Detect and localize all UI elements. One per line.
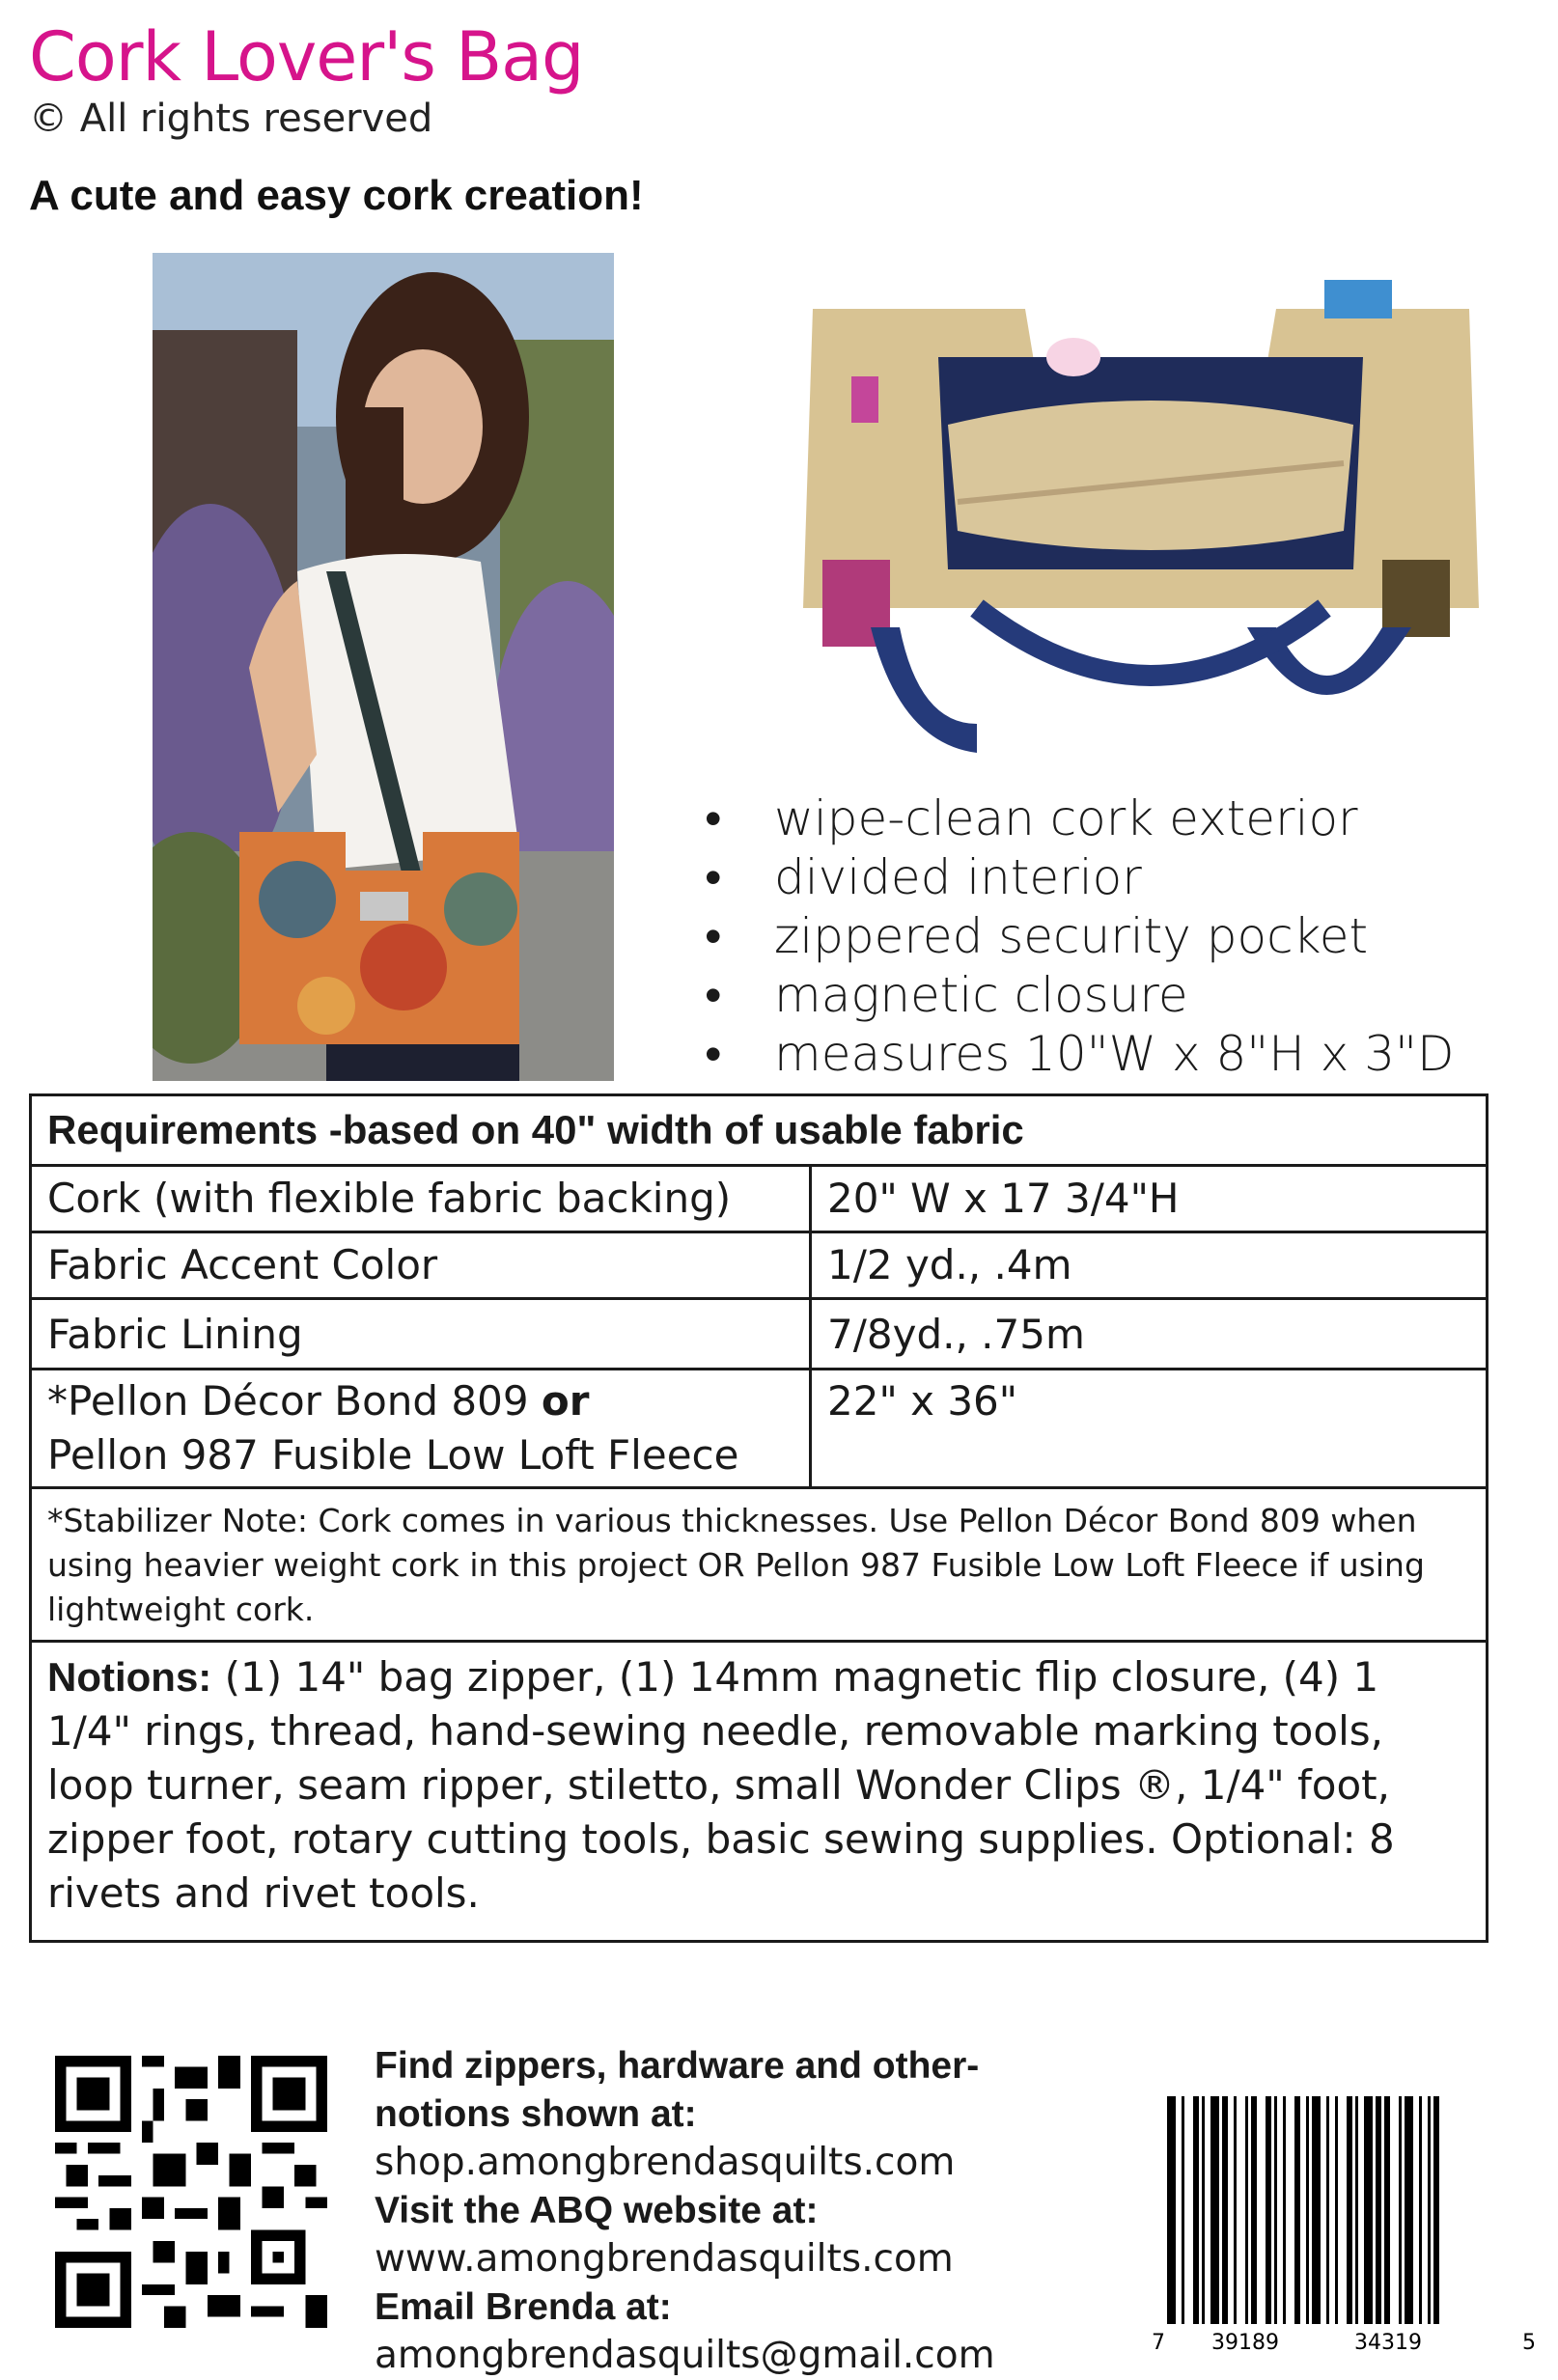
email-label: Email Brenda at: bbox=[375, 2286, 672, 2328]
barcode-bar bbox=[1274, 2096, 1277, 2338]
qr-code bbox=[55, 2056, 327, 2328]
table-row bbox=[32, 1164, 1486, 1231]
list-item: • zippered security pocket bbox=[705, 908, 1369, 964]
barcode-bar bbox=[1210, 2096, 1219, 2338]
model-photo bbox=[153, 253, 614, 1081]
contact-info bbox=[375, 2042, 1070, 2380]
barcode-bar bbox=[1347, 2096, 1352, 2338]
notions-text: (1) 14" bag zipper, (1) 14mm magnetic flip closure, (4) 1 1/4" rings, thread, hand-sewing needle, removable marking tools, loop turner, seam ripper, stiletto, small Wonder Clips ®, 1/4" foot, zipper foot, rotary cutting tools, basic sewing supplies. Optional: 8 rivets and rivet tools. bbox=[47, 1653, 1395, 1917]
barcode-bar bbox=[1399, 2096, 1402, 2338]
bullet-icon: • bbox=[705, 849, 722, 905]
barcode-bar bbox=[1222, 2096, 1228, 2338]
barcode-bar bbox=[1433, 2096, 1439, 2338]
barcode-bar bbox=[1283, 2096, 1286, 2338]
requirements-heading: Requirements -based on 40" width of usable fabric bbox=[47, 1107, 1024, 1152]
barcode-group-1: 39189 bbox=[1211, 2331, 1279, 2355]
barcode-bar bbox=[1355, 2096, 1358, 2338]
shop-link[interactable]: shop.amongbrendasquilts.com bbox=[375, 2141, 956, 2184]
barcode-bar bbox=[1193, 2096, 1199, 2338]
barcode-bar bbox=[1167, 2096, 1176, 2338]
barcode-bar bbox=[1405, 2096, 1413, 2338]
bullet-icon: • bbox=[705, 967, 722, 1023]
list-item: • wipe-clean cork exterior bbox=[705, 790, 1358, 846]
barcode-group-2: 34319 bbox=[1354, 2331, 1422, 2355]
bag-interior-photo bbox=[784, 241, 1494, 774]
bullet-icon: • bbox=[705, 908, 722, 964]
barcode-bar bbox=[1335, 2096, 1338, 2338]
table-row bbox=[32, 1231, 1486, 1297]
barcode-bar bbox=[1312, 2096, 1321, 2338]
requirement-item: Fabric Accent Color bbox=[32, 1233, 812, 1297]
barcode-bar bbox=[1202, 2096, 1205, 2338]
notions-paragraph bbox=[32, 1643, 1486, 1940]
table-row bbox=[32, 1486, 1486, 1640]
barcode-bar bbox=[1294, 2096, 1300, 2338]
requirement-item: Fabric Lining bbox=[32, 1300, 812, 1368]
barcode-check-digit: 5 bbox=[1522, 2331, 1536, 2355]
barcode-bar bbox=[1182, 2096, 1184, 2338]
visit-label: Visit the ABQ website at: bbox=[375, 2190, 819, 2231]
list-item: • measures 10"W x 8"H x 3"D bbox=[705, 1026, 1455, 1082]
stabilizer-note: *Stabilizer Note: Cork comes in various thicknesses. Use Pellon Décor Bond 809 when using heavier weight cork in this project OR Pellon 987 Fusible Low Loft Fleece if using lightweight cork. bbox=[47, 1502, 1425, 1628]
bullet-icon: • bbox=[705, 1026, 722, 1082]
barcode-bar bbox=[1245, 2096, 1248, 2338]
barcode-bar bbox=[1306, 2096, 1309, 2338]
barcode-lead-digit: 7 bbox=[1152, 2331, 1165, 2355]
feature-list bbox=[705, 789, 1455, 1084]
barcode-bar bbox=[1419, 2096, 1422, 2338]
requirement-amount: 1/2 yd., .4m bbox=[827, 1241, 1072, 1288]
requirement-item: Cork (with flexible fabric backing) bbox=[32, 1167, 812, 1231]
email-link[interactable]: amongbrendasquilts@gmail.com bbox=[375, 2334, 995, 2377]
requirement-amount: 20" W x 17 3/4"H bbox=[827, 1175, 1180, 1222]
barcode-bar bbox=[1234, 2096, 1237, 2338]
barcode-bar bbox=[1428, 2096, 1431, 2338]
bullet-icon: • bbox=[705, 790, 722, 846]
barcode-bar bbox=[1266, 2096, 1271, 2338]
requirement-amount: 7/8yd., .75m bbox=[827, 1311, 1085, 1358]
barcode-bar bbox=[1326, 2096, 1329, 2338]
find-label: Find zippers, hardware and other-notions shown at: bbox=[375, 2045, 980, 2135]
barcode bbox=[1152, 2096, 1538, 2357]
requirement-amount: 22" x 36" bbox=[827, 1377, 1018, 1425]
notions-label: Notions: bbox=[47, 1654, 212, 1700]
table-row bbox=[32, 1297, 1486, 1368]
list-item: • magnetic closure bbox=[705, 967, 1188, 1023]
website-link[interactable]: www.amongbrendasquilts.com bbox=[375, 2237, 954, 2281]
page-title: Cork Lover's Bag bbox=[29, 17, 584, 97]
requirements-table bbox=[29, 1093, 1488, 1943]
table-row bbox=[32, 1368, 1486, 1486]
barcode-bar bbox=[1364, 2096, 1373, 2338]
list-item: • divided interior bbox=[705, 849, 1142, 905]
table-row bbox=[32, 1096, 1486, 1164]
barcode-bar bbox=[1376, 2096, 1381, 2338]
barcode-bar bbox=[1384, 2096, 1390, 2338]
barcode-bar bbox=[1251, 2096, 1257, 2338]
copyright-notice: © All rights reserved bbox=[29, 97, 433, 141]
table-row bbox=[32, 1640, 1486, 1940]
requirement-item: *Pellon Décor Bond 809 or Pellon 987 Fusible Low Loft Fleece bbox=[32, 1370, 812, 1486]
tagline: A cute and easy cork creation! bbox=[29, 172, 644, 219]
